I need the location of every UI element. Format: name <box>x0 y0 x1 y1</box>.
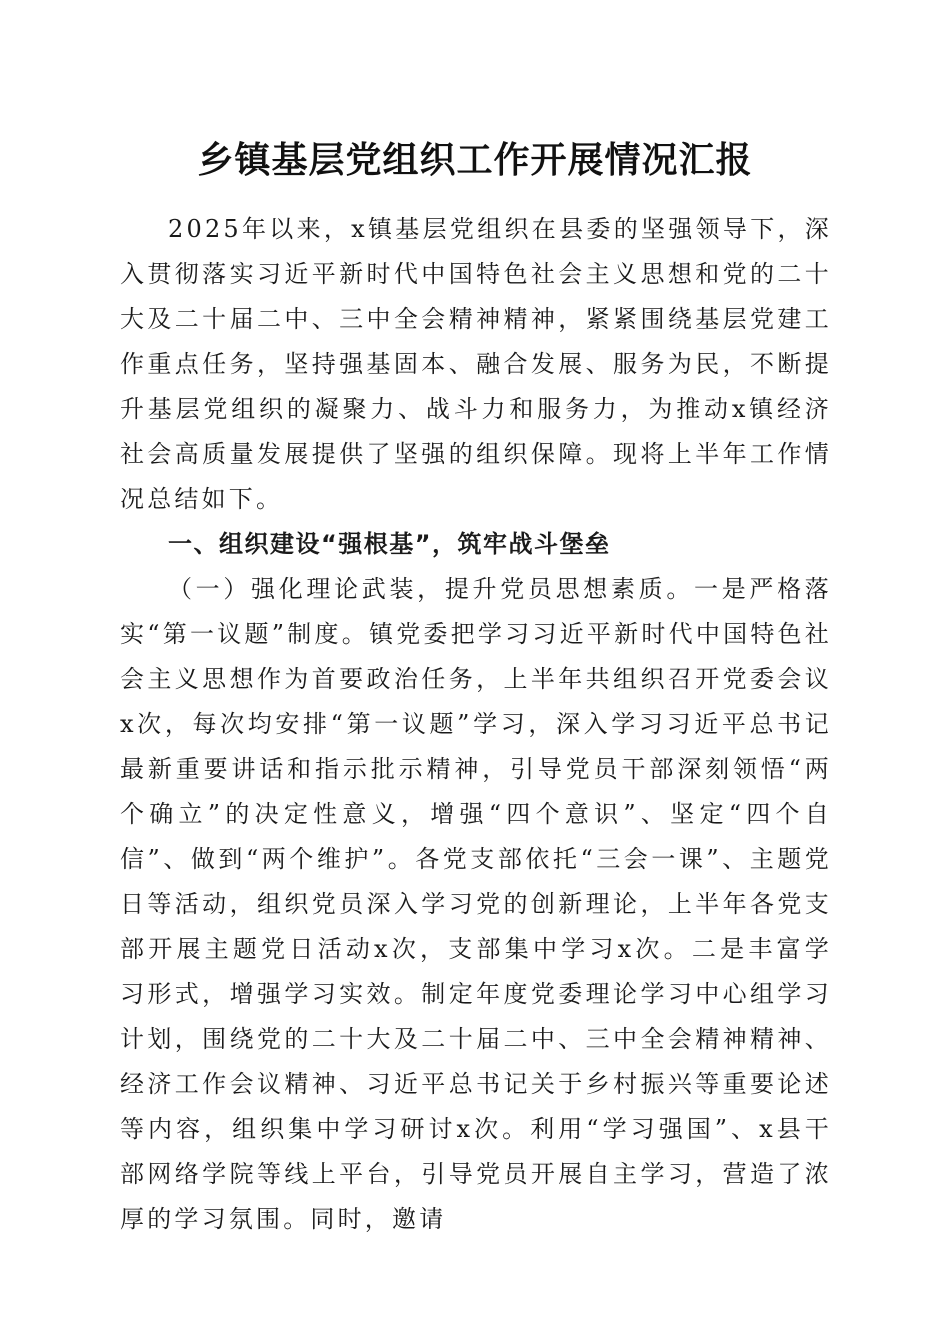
document-title: 乡镇基层党组织工作开展情况汇报 <box>197 139 753 181</box>
intro-paragraph: 2025年以来，x镇基层党组织在县委的坚强领导下，深入贯彻落实习近平新时代中国特色社会主义思想和党的二十大及二十届二中、三中全会精神精神，紧紧围绕基层党建工作重点任务，坚持强基固本、融合发展、服务为民，不断提升基层党组织的凝聚力、战斗力和服务力，为推动x镇经济社会高质量发展提供了坚强的组织保障。现将上半年工作情况总结如下。 <box>120 215 832 513</box>
section-heading: 一、组织建设“强根基”，筑牢战斗堡垒 <box>168 530 611 558</box>
subsection-paragraph: （一）强化理论武装，提升党员思想素质。一是严格落实“第一议题”制度。镇党委把学习习近平新时代中国特色社会主义思想作为首要政治任务，上半年共组织召开党委会议x次，每次均安排“第一议题”学习，深入学习习近平总书记最新重要讲话和指示批示精神，引导党员干部深刻领悟“两个确立”的决定性意义，增强“四个意识”、坚定“四个自信”、做到“两个维护”。各党支部依托“三会一课”、主题党日等活动，组织党员深入学习党的创新理论，上半年各党支部开展主题党日活动x次，支部集中学习x次。二是丰富学习形式，增强学习实效。制定年度党委理论学习中心组学习计划，围绕党的二十大及二十届二中、三中全会精神精神、经济工作会议精神、习近平总书记关于乡村振兴等重要论述等内容，组织集中学习研讨x次。利用“学习强国”、x县干部网络学院等线上平台，引导党员开展自主学习，营造了浓厚的学习氛围。同时，邀请 <box>120 575 832 1233</box>
document-body <box>120 207 832 1242</box>
